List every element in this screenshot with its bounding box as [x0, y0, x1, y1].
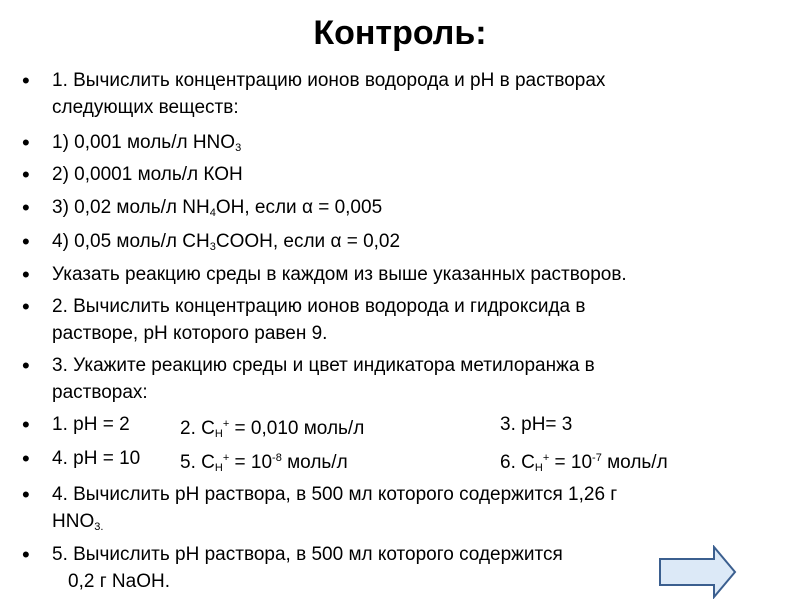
option-2: 2. $С_Н^+ = 0,010$ моль/л — [180, 418, 365, 440]
task-5-line-2: 0,2 г NaOH. — [68, 571, 170, 592]
task-4-line-1: 4. Вычислить рН раствора, в 500 мл которого содержится 1,26 г — [52, 484, 618, 505]
next-arrow-shape[interactable] — [660, 547, 735, 597]
task-reaction: Указать реакцию среды в каждом из выше указанных растворов. — [52, 264, 627, 285]
option-5: 5. $С_Н^+ = 10^{-8}$ моль/л — [180, 452, 348, 474]
bullet: • — [22, 412, 30, 437]
option-4: 4. рН = 10 — [52, 448, 141, 469]
bullet: • — [22, 446, 30, 471]
substance-2: 2) 0,0001 моль/л КОН — [52, 164, 243, 185]
option-3: 3. рН= 3 — [500, 414, 573, 435]
task-2-line-2: растворе, рН которого равен 9. — [52, 323, 328, 344]
bullet: • — [22, 294, 30, 319]
substance-1: 1) 0,001 моль/л $HNO_3$ — [52, 132, 242, 154]
bullet: • — [22, 262, 30, 287]
task-4-line-2: $HNO_{3.}$ — [52, 511, 104, 533]
substance-3: 3) 0,02 моль/л $NH_4OH$, если α = 0,005 — [52, 197, 383, 219]
task-5-line-1: 5. Вычислить рН раствора, в 500 мл которого содержится — [52, 544, 563, 565]
option-1: 1. рН = 2 — [52, 414, 130, 435]
bullet: • — [22, 542, 30, 567]
bullet: • — [22, 162, 30, 187]
substance-4: 4) 0,05 моль/л $CH_3COOH$, если α = 0,02 — [52, 231, 401, 253]
bullet: • — [22, 353, 30, 378]
bullet: • — [22, 195, 30, 220]
option-6: 6. $С_Н^+ = 10^{-7}$ моль/л — [500, 452, 668, 474]
task-1-line-2: следующих веществ: — [52, 97, 239, 118]
bullet: • — [22, 229, 30, 254]
task-3-line-1: 3. Укажите реакцию среды и цвет индикатора метилоранжа в — [52, 355, 595, 376]
bullet: • — [22, 482, 30, 507]
right-arrow-icon[interactable] — [658, 545, 738, 599]
bullet: • — [22, 68, 30, 93]
bullet: • — [22, 130, 30, 155]
task-2-line-1: 2. Вычислить концентрацию ионов водорода и гидроксида в — [52, 296, 586, 317]
task-3-line-2: растворах: — [52, 382, 148, 403]
task-1-line-1: 1. Вычислить концентрацию ионов водорода и рН в растворах — [52, 70, 606, 91]
slide-title: Контроль: — [313, 14, 487, 52]
